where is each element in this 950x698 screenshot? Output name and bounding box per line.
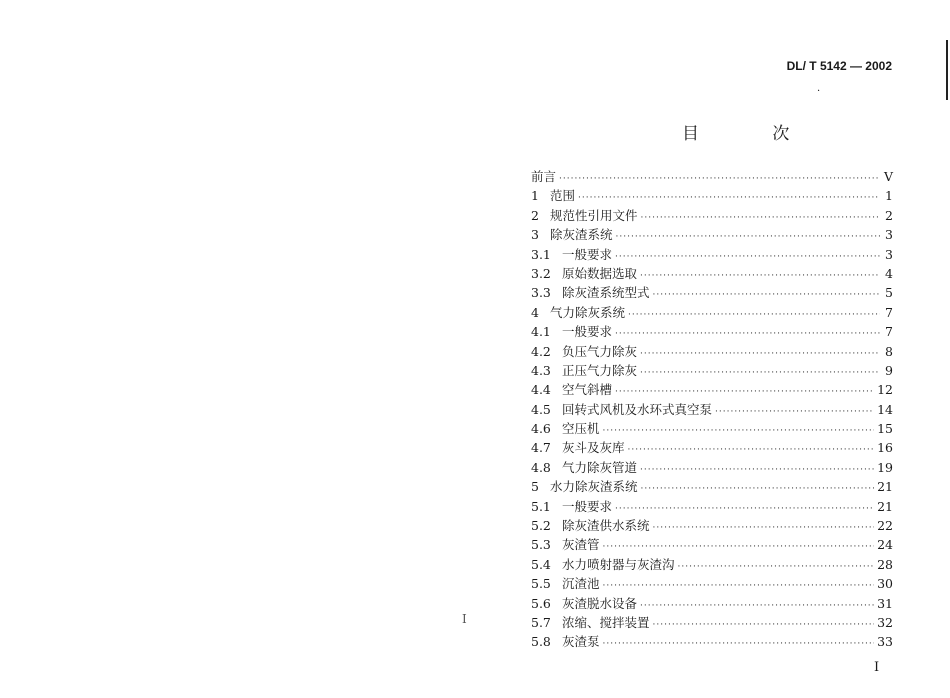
scan-speck: · <box>817 86 821 97</box>
toc-entry[interactable] <box>531 303 893 322</box>
dot-leader <box>615 248 880 267</box>
toc-entry-page: V <box>883 169 893 184</box>
toc-entry-page: 19 <box>877 459 893 475</box>
toc-entry-number: 4.6 <box>531 421 551 437</box>
toc-entry-title: 一般要求 <box>562 498 613 514</box>
dot-leader <box>640 345 880 364</box>
toc-entry-title: 空气斜槽 <box>562 382 613 398</box>
toc-entry[interactable] <box>531 574 893 593</box>
toc-entry-page: 28 <box>877 556 893 572</box>
toc-entry-title: 除灰渣系统型式 <box>562 285 650 301</box>
toc-entry-number: 5.8 <box>531 634 551 650</box>
dot-leader <box>628 441 875 460</box>
toc-entry-number: 4.4 <box>531 382 551 398</box>
toc-entry[interactable] <box>531 186 893 205</box>
dot-leader <box>559 170 880 189</box>
toc-entry-title: 一般要求 <box>562 324 613 340</box>
toc-entry-number: 4.3 <box>531 362 551 378</box>
toc-entry-number: 5.5 <box>531 576 551 592</box>
toc-entry-page: 2 <box>885 207 893 223</box>
toc-entry-page: 9 <box>885 362 893 378</box>
page-edge-line <box>946 40 948 100</box>
toc-entry-number: 2 <box>531 207 539 223</box>
toc-entry-page: 14 <box>877 401 893 417</box>
toc-entry-title: 水力除灰渣系统 <box>550 479 638 495</box>
dot-leader <box>616 228 880 247</box>
toc-entry-title: 灰渣泵 <box>562 634 600 650</box>
toc-entry-page: 4 <box>885 265 893 281</box>
dot-leader <box>640 267 880 286</box>
toc-entry[interactable] <box>531 264 893 283</box>
toc-entry-page: 16 <box>877 440 893 456</box>
dot-leader <box>628 306 880 325</box>
toc-entry[interactable] <box>531 594 893 613</box>
toc-entry[interactable] <box>531 535 893 554</box>
toc-entry-title: 沉渣池 <box>562 576 600 592</box>
toc-entry-page: 12 <box>877 382 893 398</box>
left-page-mark: I <box>462 612 467 626</box>
toc-entry[interactable] <box>531 632 893 651</box>
toc-entry-title: 规范性引用文件 <box>550 207 638 223</box>
toc-title: 目 次 <box>682 124 824 144</box>
toc-entry[interactable] <box>531 245 893 264</box>
page-number: I <box>874 660 880 675</box>
dot-leader <box>615 325 880 344</box>
dot-leader <box>603 577 875 596</box>
toc-entry[interactable] <box>531 225 893 244</box>
toc-entry-page: 15 <box>877 421 893 437</box>
toc-entry-page: 31 <box>877 595 893 611</box>
toc-entry-title: 正压气力除灰 <box>562 362 638 378</box>
toc-entry-number: 5.1 <box>531 498 551 514</box>
toc-entry-number: 3.1 <box>531 246 551 262</box>
toc-entry[interactable] <box>531 497 893 516</box>
toc-entry[interactable] <box>531 458 893 477</box>
toc-entry-page: 32 <box>877 614 893 630</box>
toc-entry-title: 负压气力除灰 <box>562 343 638 359</box>
toc-entry[interactable] <box>531 380 893 399</box>
toc-entry-number: 5.7 <box>531 614 551 630</box>
toc-entry-title: 回转式风机及水环式真空泵 <box>562 401 713 417</box>
toc-entry-number: 4 <box>531 304 539 320</box>
toc-entry-title: 原始数据选取 <box>562 265 638 281</box>
toc-entry[interactable] <box>531 400 893 419</box>
toc-entry-title: 空压机 <box>562 421 600 437</box>
toc-entry-page: 24 <box>877 537 893 553</box>
toc-entry-number: 5.4 <box>531 556 551 572</box>
toc-entry[interactable] <box>531 438 893 457</box>
toc-entry-number: 1 <box>531 188 539 204</box>
dot-leader <box>603 635 875 654</box>
dot-leader <box>615 500 874 519</box>
toc-entry-page: 7 <box>885 324 893 340</box>
toc-entry-number: 5 <box>531 479 539 495</box>
toc-entry-title: 灰斗及灰库 <box>562 440 625 456</box>
toc-entry-title: 气力除灰系统 <box>550 304 626 320</box>
toc-entry[interactable] <box>531 167 893 186</box>
toc-entry[interactable] <box>531 419 893 438</box>
toc-entry[interactable] <box>531 516 893 535</box>
toc-entry-title: 除灰渣供水系统 <box>562 518 650 534</box>
toc-entry-page: 3 <box>885 246 893 262</box>
toc-entry-page: 21 <box>877 479 893 495</box>
toc-entry[interactable] <box>531 342 893 361</box>
toc-entry-page: 30 <box>877 576 893 592</box>
toc-entry-title: 前言 <box>531 169 557 184</box>
toc-entry-number: 5.2 <box>531 518 551 534</box>
toc-entry-number: 5.6 <box>531 595 551 611</box>
toc-entry[interactable] <box>531 283 893 302</box>
toc-entry-title: 灰渣管 <box>562 537 600 553</box>
dot-leader <box>653 286 880 305</box>
toc-entry-page: 1 <box>885 188 893 204</box>
dot-leader <box>715 403 874 422</box>
dot-leader <box>640 597 874 616</box>
toc-entry-page: 33 <box>877 634 893 650</box>
toc-entry-number: 4.5 <box>531 401 551 417</box>
toc-entry-number: 3 <box>531 227 539 243</box>
dot-leader <box>653 519 875 538</box>
dot-leader <box>641 480 875 499</box>
toc-entry-page: 5 <box>885 285 893 301</box>
dot-leader <box>678 558 875 577</box>
toc-entry[interactable] <box>531 555 893 574</box>
toc-entry-title: 一般要求 <box>562 246 613 262</box>
toc-entry-page: 22 <box>877 518 893 534</box>
toc-entry[interactable] <box>531 322 893 341</box>
toc-entry-title: 除灰渣系统 <box>550 227 613 243</box>
toc-entry-page: 8 <box>885 343 893 359</box>
dot-leader <box>603 422 875 441</box>
dot-leader <box>640 364 880 383</box>
toc-entry-page: 7 <box>885 304 893 320</box>
toc-entry-number: 4.1 <box>531 324 551 340</box>
dot-leader <box>653 616 875 635</box>
table-of-contents <box>531 167 893 652</box>
toc-entry-number: 3.2 <box>531 265 551 281</box>
toc-entry-number: 3.3 <box>531 285 551 301</box>
toc-entry[interactable] <box>531 613 893 632</box>
toc-entry[interactable] <box>531 477 893 496</box>
dot-leader <box>640 461 874 480</box>
toc-entry-number: 4.2 <box>531 343 551 359</box>
toc-entry-title: 灰渣脱水设备 <box>562 595 638 611</box>
dot-leader <box>641 209 880 228</box>
toc-entry-title: 浓缩、搅拌装置 <box>562 614 650 630</box>
toc-entry-page: 21 <box>877 498 893 514</box>
toc-entry-number: 4.8 <box>531 459 551 475</box>
toc-entry-title: 气力除灰管道 <box>562 459 638 475</box>
toc-entry-title: 水力喷射器与灰渣沟 <box>562 556 675 572</box>
toc-entry-page: 3 <box>885 227 893 243</box>
toc-entry[interactable] <box>531 206 893 225</box>
document-code: DL/ T 5142 — 2002 <box>786 59 892 73</box>
toc-entry[interactable] <box>531 361 893 380</box>
toc-entry-number: 4.7 <box>531 440 551 456</box>
toc-entry-title: 范围 <box>550 188 576 204</box>
toc-entry-number: 5.3 <box>531 537 551 553</box>
